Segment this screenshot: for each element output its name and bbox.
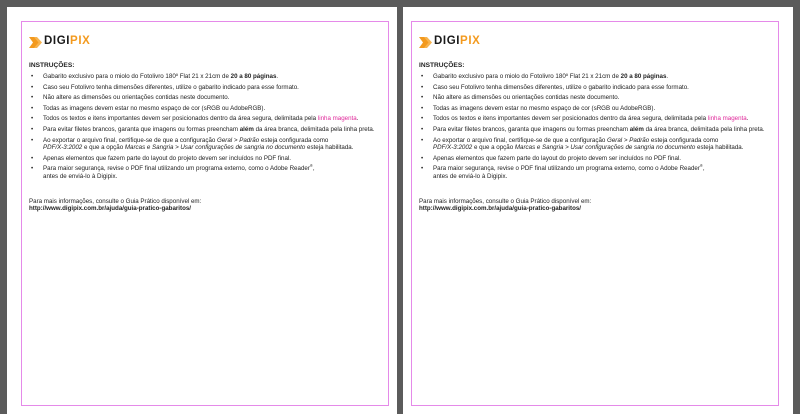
instructions-list [419, 73, 781, 181]
instructions-list [29, 73, 391, 181]
right-page [403, 7, 793, 414]
logo-mark-icon [29, 37, 42, 48]
list-item: • Gabarito exclusivo para o miolo do Fotolivro 180º Flat 21 x 21cm de 20 a 80 páginas. [29, 73, 391, 81]
list-item: • Caso seu Fotolivro tenha dimensões diferentes, utilize o gabarito indicado para esse formato. [29, 84, 391, 92]
list-item: • Todos os textos e itens importantes devem ser posicionados dentro da área segura, delimitada pela linha magenta. [419, 115, 781, 123]
more-info-text: Para mais informações, consulte o Guia Prático disponível em: [419, 197, 592, 205]
logo-wordmark: DIGIPIX [44, 35, 91, 48]
list-item: • Para evitar filetes brancos, garanta que imagens ou formas preencham além da área branca, delimitada pela linha preta. [29, 126, 391, 134]
instructions-heading: INSTRUÇÕES: [419, 62, 465, 69]
list-item: • Todas as imagens devem estar no mesmo espaço de cor (sRGB ou AdobeRGB). [419, 105, 781, 113]
list-item: • Para maior segurança, revise o PDF final utilizando um programa externo, como o Adobe Reader®, antes de enviá-lo à Digipix. [29, 165, 391, 180]
list-item: • Apenas elementos que fazem parte do layout do projeto devem ser incluídos no PDF final. [419, 155, 781, 163]
guide-url-link[interactable]: http://www.digipix.com.br/ajuda/guia-pratico-gabaritos/ [419, 205, 582, 213]
more-info-text: Para mais informações, consulte o Guia Prático disponível em: [29, 197, 202, 205]
list-item: • Todos os textos e itens importantes devem ser posicionados dentro da área segura, delimitada pela linha magenta. [29, 115, 391, 123]
more-info-footer [29, 198, 391, 213]
list-item: • Ao exportar o arquivo final, certifique-se de que a configuração Geral > Padrão esteja configurada como PDF/X-3:2002 e que a opção Marcas e Sangria > Usar configurações de sangria no documento esteja habilitada. [29, 137, 391, 152]
list-item: • Apenas elementos que fazem parte do layout do projeto devem ser incluídos no PDF final. [29, 155, 391, 163]
list-item: • Não altere as dimensões ou orientações contidas neste documento. [419, 94, 781, 102]
left-page [7, 7, 397, 414]
page-spread [7, 7, 793, 414]
logo-mark-icon [419, 37, 432, 48]
logo-wordmark: DIGIPIX [434, 35, 481, 48]
digipix-logo [29, 35, 391, 49]
list-item: • Todas as imagens devem estar no mesmo espaço de cor (sRGB ou AdobeRGB). [29, 105, 391, 113]
more-info-footer [419, 198, 781, 213]
list-item: • Ao exportar o arquivo final, certifique-se de que a configuração Geral > Padrão esteja configurada como PDF/X-3:2002 e que a opção Marcas e Sangria > Usar configurações de sangria no documento esteja habilitada. [419, 137, 781, 152]
digipix-logo [419, 35, 781, 49]
instructions-block [29, 35, 391, 213]
list-item: • Não altere as dimensões ou orientações contidas neste documento. [29, 94, 391, 102]
instructions-block [419, 35, 781, 213]
list-item: • Caso seu Fotolivro tenha dimensões diferentes, utilize o gabarito indicado para esse formato. [419, 84, 781, 92]
list-item: • Gabarito exclusivo para o miolo do Fotolivro 180º Flat 21 x 21cm de 20 a 80 páginas. [419, 73, 781, 81]
guide-url-link[interactable]: http://www.digipix.com.br/ajuda/guia-pratico-gabaritos/ [29, 205, 192, 213]
list-item: • Para maior segurança, revise o PDF final utilizando um programa externo, como o Adobe Reader®, antes de enviá-lo à Digipix. [419, 165, 781, 180]
instructions-heading: INSTRUÇÕES: [29, 62, 75, 69]
list-item: • Para evitar filetes brancos, garanta que imagens ou formas preencham além da área branca, delimitada pela linha preta. [419, 126, 781, 134]
